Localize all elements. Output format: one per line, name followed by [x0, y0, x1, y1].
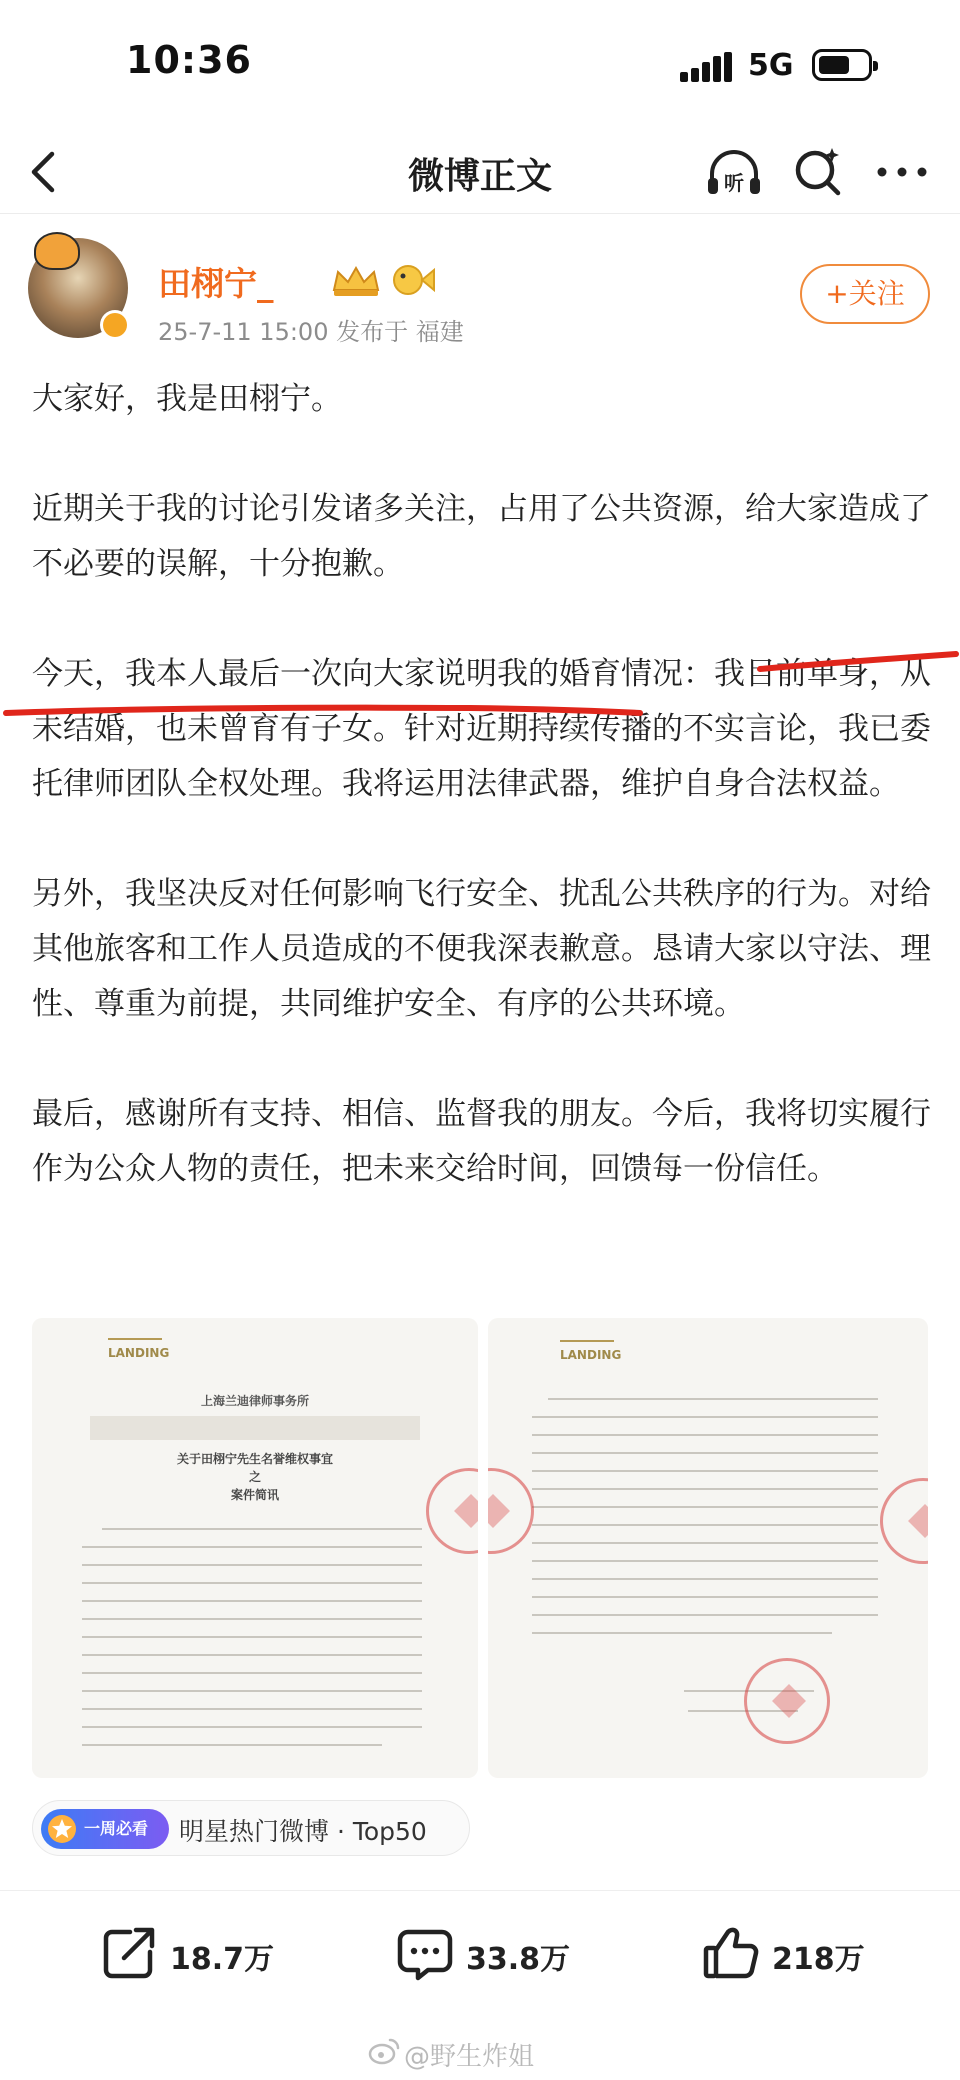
seal-icon — [488, 1468, 534, 1554]
like-button[interactable] — [702, 1918, 882, 1988]
thumbs-up-icon — [702, 1924, 760, 1982]
divider — [0, 1890, 960, 1891]
verified-badge-icon — [100, 310, 130, 340]
watermark: @野生炸姐 — [404, 2042, 535, 2072]
legal-document-image-1[interactable] — [32, 1318, 478, 1778]
doc-title: 关于田栩宁先生名誉维权事宜 — [176, 1452, 333, 1466]
battery-icon — [812, 49, 872, 81]
seal-icon — [744, 1658, 830, 1744]
weekly-must-see-badge: 一周必看 — [41, 1809, 169, 1849]
page-title: 微博正文 — [407, 156, 552, 197]
doc-type: 案件简讯 — [230, 1488, 279, 1502]
post-meta: 25-7-11 15:00 发布于 福建 — [158, 318, 464, 346]
legal-document-image-2[interactable] — [488, 1318, 928, 1778]
follow-button[interactable]: +关注 — [800, 264, 930, 324]
post-body — [32, 372, 932, 1197]
doc-subtitle: 之 — [248, 1470, 261, 1484]
author-name[interactable]: 田栩宁_ — [158, 264, 274, 303]
signal-icon — [680, 52, 734, 82]
post-paragraph: 今天，我本人最后一次向大家说明我的婚育情况：我目前单身，从未结婚，也未曾育有子女。针对近期持续传播的不实言论，我已委托律师团队全权处理。我将运用法律武器，维护自身合法权益。 — [32, 656, 931, 802]
like-count: 218万 — [772, 1942, 865, 1977]
crown-icon — [334, 268, 378, 296]
status-bar — [0, 0, 960, 130]
tiger-sticker-icon — [34, 232, 80, 270]
star-icon — [47, 1814, 77, 1844]
comment-icon — [396, 1924, 454, 1982]
nav-bar — [0, 130, 960, 214]
status-time: 10:36 — [126, 38, 252, 82]
doc-logo: LANDING — [108, 1346, 170, 1360]
hot-ranking-label: 明星热门微博 · Top50 — [179, 1817, 427, 1846]
post-paragraph: 近期关于我的讨论引发诸多关注，占用了公共资源，给大家造成了不必要的误解，十分抱歉。 — [32, 491, 931, 582]
weibo-logo-icon — [368, 2036, 400, 2066]
share-icon — [100, 1924, 158, 1982]
comment-button[interactable] — [396, 1918, 576, 1988]
post-paragraph: 最后，感谢所有支持、相信、监督我的朋友。今后，我将切实履行作为公众人物的责任，把未来交给时间，回馈每一份信任。 — [32, 1096, 931, 1187]
hot-ranking-tag[interactable] — [32, 1800, 470, 1856]
seal-icon — [880, 1478, 928, 1564]
network-type: 5G — [748, 48, 794, 83]
doc-firm: 上海兰迪律师事务所 — [200, 1394, 309, 1408]
post-paragraph: 大家好，我是田栩宁。 — [32, 381, 342, 417]
fish-icon — [394, 266, 434, 294]
search-icon[interactable] — [790, 144, 846, 200]
post-paragraph: 另外，我坚决反对任何影响飞行安全、扰乱公共秩序的行为。对给其他旅客和工作人员造成的不便我深表歉意。恳请大家以守法、理性、尊重为前提，共同维护安全、有序的公共环境。 — [32, 876, 931, 1022]
member-badges — [328, 260, 448, 300]
listen-icon[interactable] — [704, 144, 764, 200]
author-avatar[interactable] — [28, 238, 128, 338]
share-count: 18.7万 — [170, 1942, 275, 1977]
more-icon[interactable] — [872, 148, 932, 196]
share-button[interactable] — [100, 1918, 280, 1988]
doc-logo: LANDING — [560, 1348, 622, 1362]
comment-count: 33.8万 — [466, 1942, 571, 1977]
svg-text:听: 听 — [724, 171, 744, 195]
